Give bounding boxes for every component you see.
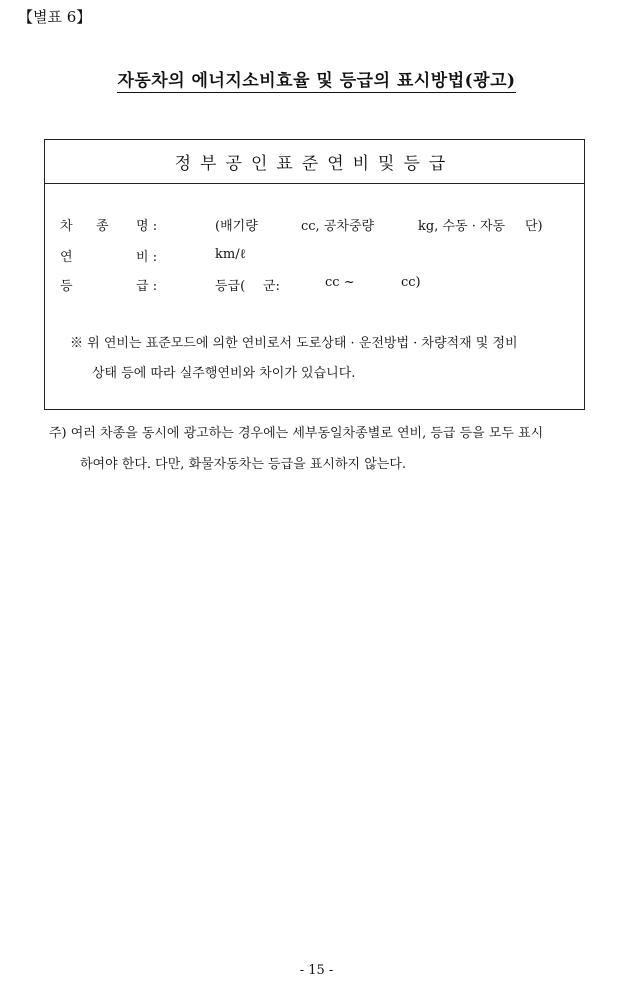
row-vehicle-value-2: cc, 공차중량 xyxy=(301,219,375,234)
page-number: - 15 - xyxy=(299,963,334,978)
document-title xyxy=(0,66,633,91)
row-grade-value-2: 군: xyxy=(263,279,280,294)
box-header: 정부공인표준연비및등급 xyxy=(45,140,584,184)
row-economy-value-1: km/ℓ xyxy=(215,247,246,262)
row-grade-value-4: cc) xyxy=(401,275,421,290)
row-vehicle-value-3: kg, 수동 · 자동 xyxy=(418,219,506,234)
row-economy-label-2: 비 : xyxy=(136,250,158,265)
row-vehicle-label-1: 차 xyxy=(60,219,73,234)
row-vehicle-value-4: 단) xyxy=(525,219,543,234)
row-grade-value-1: 등급( xyxy=(215,279,246,294)
row-vehicle-value-1: (배기량 xyxy=(215,219,258,234)
footnote-line-1: 주) 여러 차종을 동시에 광고하는 경우에는 세부동일차종별로 연비, 등급 등을 모두 표시 xyxy=(49,426,544,441)
footnote-line-2: 하여야 한다. 다만, 화물자동차는 등급을 표시하지 않는다. xyxy=(80,457,407,472)
row-vehicle-label-2: 종 xyxy=(96,219,109,234)
box-note-line-1: ※ 위 연비는 표준모드에 의한 연비로서 도로상태 · 운전방법 · 차량적재 및 정비 xyxy=(70,336,518,351)
row-grade-value-3: cc ~ xyxy=(325,275,355,290)
row-grade-label-2: 급 : xyxy=(136,279,158,294)
row-economy-label-1: 연 xyxy=(60,250,73,265)
row-vehicle-label-3: 명 : xyxy=(136,219,158,234)
appendix-label: 【별표 6】 xyxy=(18,8,92,26)
row-grade-label-1: 등 xyxy=(60,279,73,294)
box-note-line-2: 상태 등에 따라 실주행연비와 차이가 있습니다. xyxy=(92,366,356,381)
document-title-text: 자동차의 에너지소비효율 및 등급의 표시방법(광고) xyxy=(117,71,516,91)
